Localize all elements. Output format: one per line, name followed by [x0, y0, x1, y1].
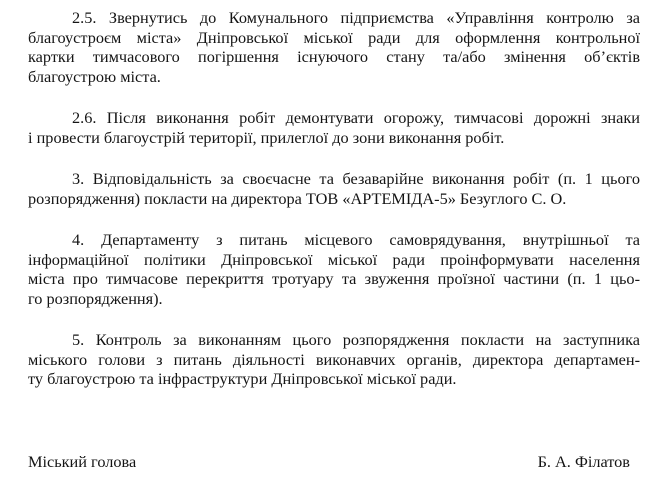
signature-block — [28, 452, 630, 472]
text-line: ту благоустрою та інфраструктури Дніпровської міської ради. — [28, 369, 457, 388]
text-line: і провести благоустрій території, прилеглої до зони виконання робіт. — [28, 127, 505, 147]
text-line: 5. Контроль за виконанням цього розпорядження покласти на заступника — [72, 330, 640, 349]
text-line: міста про тимчасове перекриття тротуару та звуження проїзної частини (п. 1 цьо- — [28, 269, 640, 288]
signatory-name: Б. А. Філатов — [537, 452, 630, 471]
text-line: благоустрою міста. — [28, 66, 161, 86]
paragraph-2-6 — [28, 108, 640, 147]
signatory-title: Міський голова — [28, 452, 137, 471]
text-line: 2.6. Після виконання робіт демонтувати огорожу, тимчасові дорожні знаки — [72, 108, 640, 127]
text-line: 4. Департаменту з питань місцевого самоврядування, внутрішньої та — [72, 230, 640, 249]
paragraph-5 — [28, 330, 640, 389]
paragraph-2-5 — [28, 8, 640, 86]
text-line: розпорядження) покласти на директора ТОВ «АРТЕМІДА-5» Безуглого С. О. — [28, 188, 567, 208]
document-body — [28, 8, 640, 389]
text-line: го розпорядження). — [28, 288, 163, 308]
text-line: благоустроєм міста» Дніпровської міської ради для оформлення контрольної — [28, 27, 640, 47]
text-line: 2.5. Звернутись до Комунального підприємства «Управління контролю за — [72, 8, 640, 27]
text-line: картки тимчасового погіршення існуючого стану та/або змінення об’єктів — [28, 47, 640, 66]
paragraph-3 — [28, 169, 640, 208]
text-line: міського голови з питань діяльності виконавчих органів, директора департамен- — [28, 349, 640, 369]
paragraph-4 — [28, 230, 640, 308]
text-line: 3. Відповідальність за своєчасне та безаварійне виконання робіт (п. 1 цього — [72, 169, 640, 188]
text-line: інформаційної політики Дніпровської міської ради проінформувати населення — [28, 249, 640, 269]
